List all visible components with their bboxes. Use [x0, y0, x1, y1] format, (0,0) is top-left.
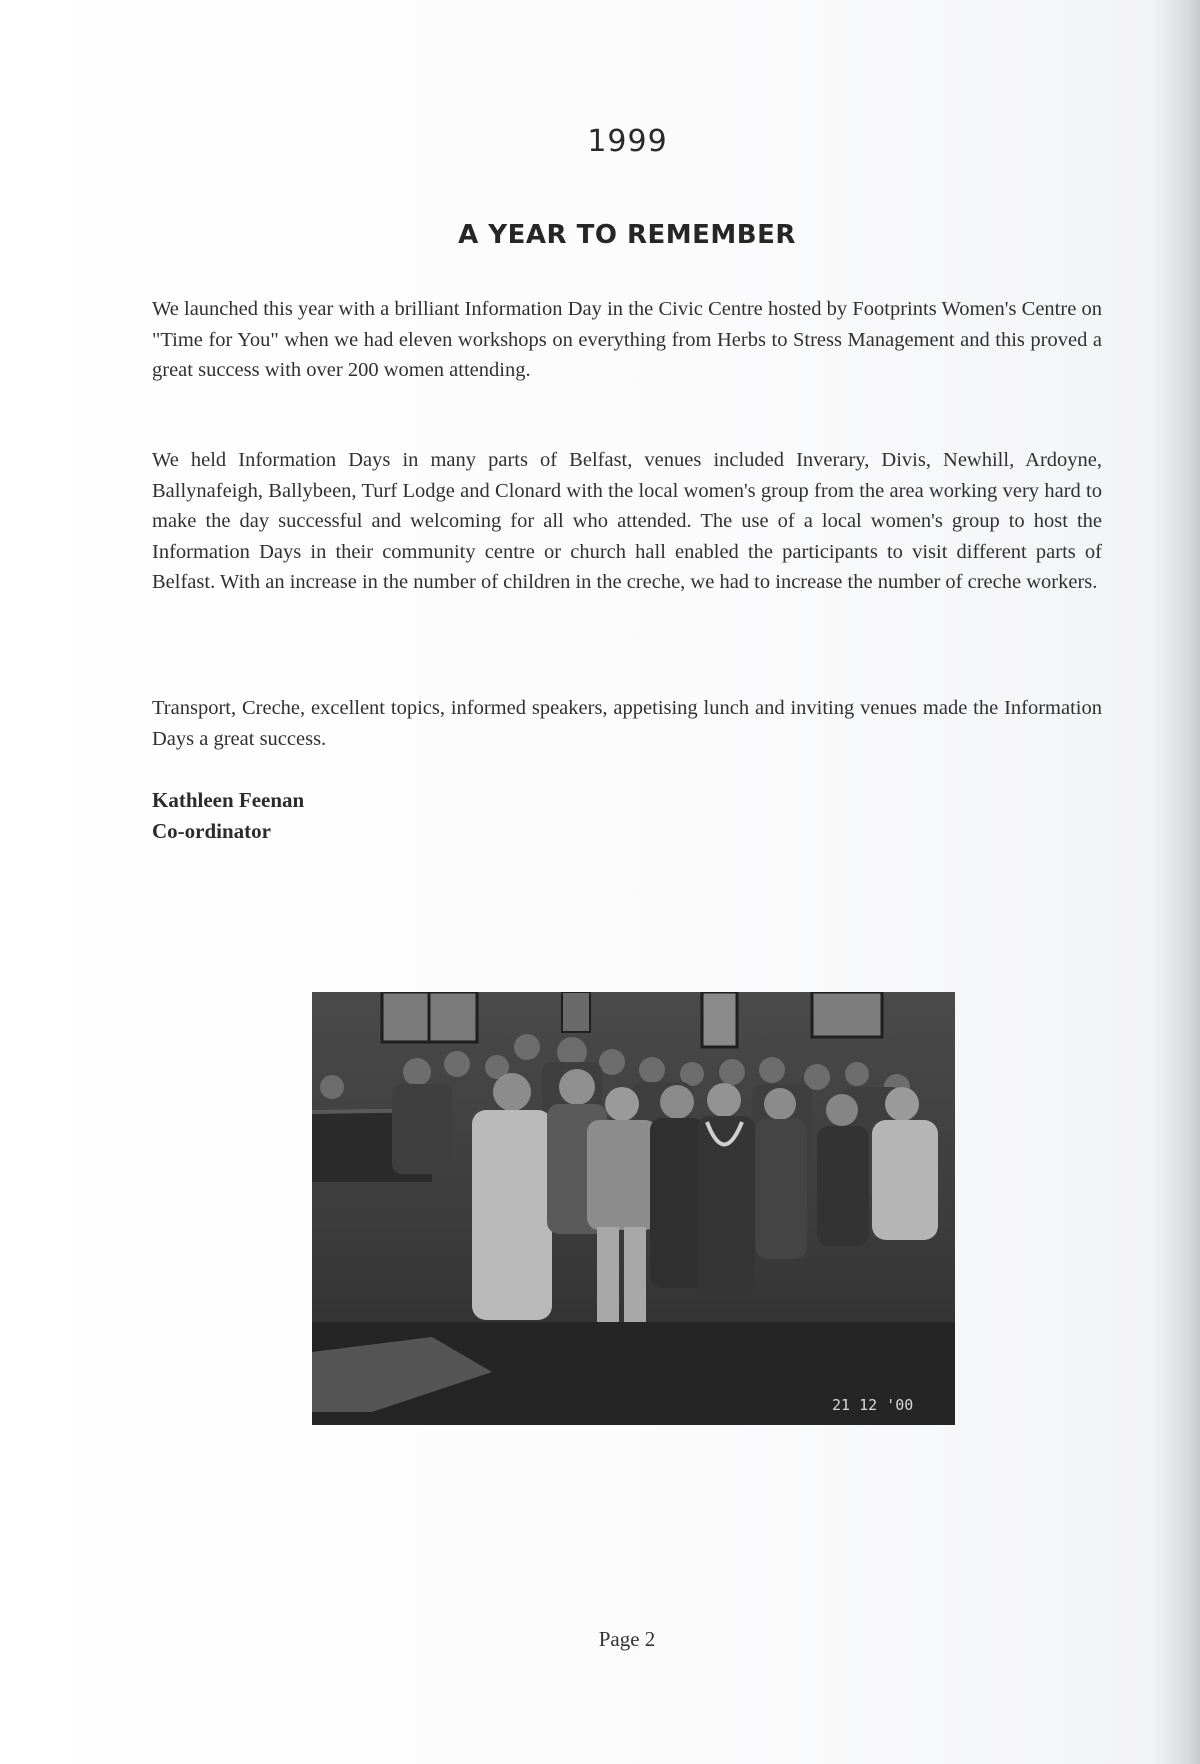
page-number: Page 2: [598, 1627, 656, 1651]
photo-date-stamp: 21 12 '00: [832, 1396, 914, 1414]
page-year-heading: 1999: [587, 124, 668, 159]
paragraph-summary: Transport, Creche, excellent topics, informed speakers, appetising lunch and inviting venues made the Information Days a great success.: [152, 697, 1102, 750]
signature-role: Co-ordinator: [152, 819, 271, 843]
paragraph-intro: We launched this year with a brilliant Information Day in the Civic Centre hosted by Footprints Women's Centre on "Time for You" when we had eleven workshops on everything from Herbs to Stress Management and this proved a great success with over 200 women attending.: [152, 298, 1102, 381]
group-photo: [312, 992, 955, 1425]
group-photo-image: [312, 992, 955, 1425]
signature-block: [152, 785, 304, 847]
page-title: A YEAR TO REMEMBER: [458, 220, 796, 250]
paragraph-venues: We held Information Days in many parts of Belfast, venues included Inverary, Divis, Newhill, Ardoyne, Ballynafeigh, Ballybeen, Turf Lodge and Clonard with the local women's group from the area working very hard to make the day successful and welcoming for all who attended. The use of a local women's group to host the Information Days in their community centre or church hall enabled the participants to visit different parts of Belfast. With an increase in the number of children in the creche, we had to increase the number of creche workers.: [152, 449, 1102, 593]
signature-name: Kathleen Feenan: [152, 788, 305, 812]
